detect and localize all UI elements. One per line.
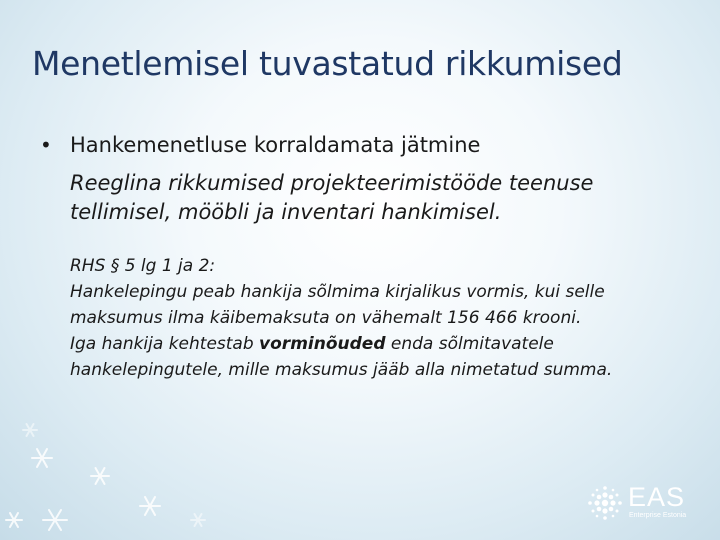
legal-emphasis: vorminõuded	[259, 334, 386, 354]
legal-paragraph-2-end: enda sõlmitavatele hankelepingutele, mille maksumus jääb alla nimetatud summa.	[70, 334, 613, 380]
logo-name: EAS	[628, 482, 686, 512]
logo-dots-icon	[586, 484, 624, 522]
legal-paragraph-2-start: Iga hankija kehtestab	[70, 334, 260, 354]
eas-logo	[586, 482, 706, 526]
legal-paragraph-2	[70, 331, 690, 383]
slide-title: Menetlemisel tuvastatud rikkumised	[32, 44, 623, 83]
legal-paragraph-1: Hankelepingu peab hankija sõlmima kirjalikus vormis, kui selle maksumus ilma käibemaksuta on vähemalt 156 466 krooni.	[70, 282, 605, 328]
bullet-subtext: Reeglina rikkumised projekteerimistööde teenuse tellimisel, mööbli ja inventari hankimisel.	[70, 171, 594, 224]
legal-block	[70, 253, 690, 383]
slide-body	[40, 133, 690, 383]
legal-reference: RHS § 5 lg 1 ja 2:	[70, 256, 216, 276]
bullet-item	[40, 133, 690, 157]
logo-tagline: Enterprise Estonia	[629, 512, 687, 519]
bullet-text: Hankemenetluse korraldamata jätmine	[70, 133, 481, 157]
bullet-marker: •	[40, 133, 52, 157]
